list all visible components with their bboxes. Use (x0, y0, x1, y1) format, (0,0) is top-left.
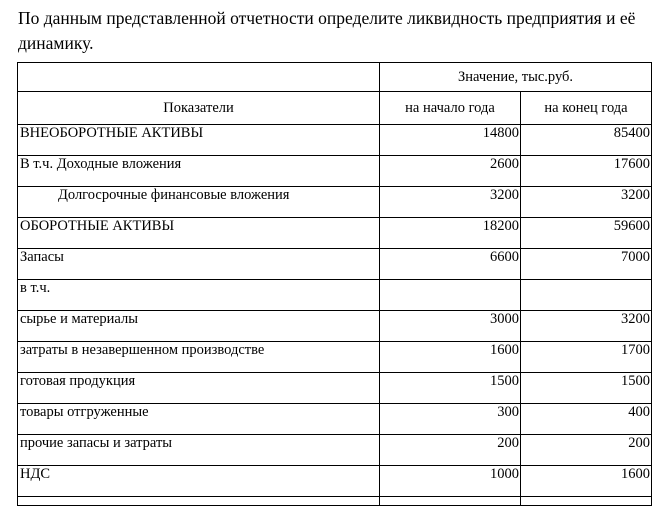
table-row (18, 404, 652, 435)
row-end-value: 3200 (521, 311, 652, 342)
row-start-value: 1000 (380, 466, 521, 497)
header-row-top (18, 63, 652, 92)
row-label: готовая продукция (18, 373, 380, 404)
header-start-of-year: на начало года (380, 92, 521, 125)
row-label: В т.ч. Доходные вложения (18, 156, 380, 187)
row-start-value (380, 280, 521, 311)
row-start-value: 3000 (380, 311, 521, 342)
table-row (18, 373, 652, 404)
table-row (18, 311, 652, 342)
row-end-value: 17600 (521, 156, 652, 187)
header-group-value: Значение, тыс.руб. (380, 63, 652, 92)
table-row (18, 125, 652, 156)
table-row (18, 342, 652, 373)
header-indicators: Показатели (18, 92, 380, 125)
row-start-value (380, 497, 521, 506)
table-row-cut-off (18, 497, 652, 506)
row-end-value: 85400 (521, 125, 652, 156)
table-row (18, 187, 652, 218)
row-label: прочие запасы и затраты (18, 435, 380, 466)
table-row (18, 280, 652, 311)
row-label: товары отгруженные (18, 404, 380, 435)
task-text: По данным представленной отчетности определите ликвидность предприятия и её динамику. (18, 8, 636, 53)
row-end-value (521, 497, 652, 506)
row-start-value: 1500 (380, 373, 521, 404)
header-empty-cell (18, 63, 380, 92)
row-end-value: 7000 (521, 249, 652, 280)
table-row (18, 249, 652, 280)
row-label: НДС (18, 466, 380, 497)
row-end-value: 1700 (521, 342, 652, 373)
row-end-value: 200 (521, 435, 652, 466)
row-start-value: 300 (380, 404, 521, 435)
row-end-value (521, 280, 652, 311)
header-end-of-year: на конец года (521, 92, 652, 125)
row-start-value: 200 (380, 435, 521, 466)
row-end-value: 1600 (521, 466, 652, 497)
row-start-value: 1600 (380, 342, 521, 373)
table-row (18, 156, 652, 187)
row-start-value: 14800 (380, 125, 521, 156)
table-row (18, 466, 652, 497)
row-label: сырье и материалы (18, 311, 380, 342)
header-row (18, 92, 652, 125)
balance-table (17, 62, 652, 506)
row-start-value: 3200 (380, 187, 521, 218)
row-label: в т.ч. (18, 280, 380, 311)
row-start-value: 18200 (380, 218, 521, 249)
row-end-value: 3200 (521, 187, 652, 218)
table-row (18, 218, 652, 249)
row-label: затраты в незавершенном производстве (18, 342, 380, 373)
row-end-value: 400 (521, 404, 652, 435)
table-row (18, 435, 652, 466)
row-label: Запасы (18, 249, 380, 280)
row-end-value: 1500 (521, 373, 652, 404)
row-label (18, 497, 380, 506)
row-start-value: 6600 (380, 249, 521, 280)
row-label: ОБОРОТНЫЕ АКТИВЫ (18, 218, 380, 249)
row-start-value: 2600 (380, 156, 521, 187)
row-label: Долгосрочные финансовые вложения (18, 187, 380, 218)
row-end-value: 59600 (521, 218, 652, 249)
row-label: ВНЕОБОРОТНЫЕ АКТИВЫ (18, 125, 380, 156)
